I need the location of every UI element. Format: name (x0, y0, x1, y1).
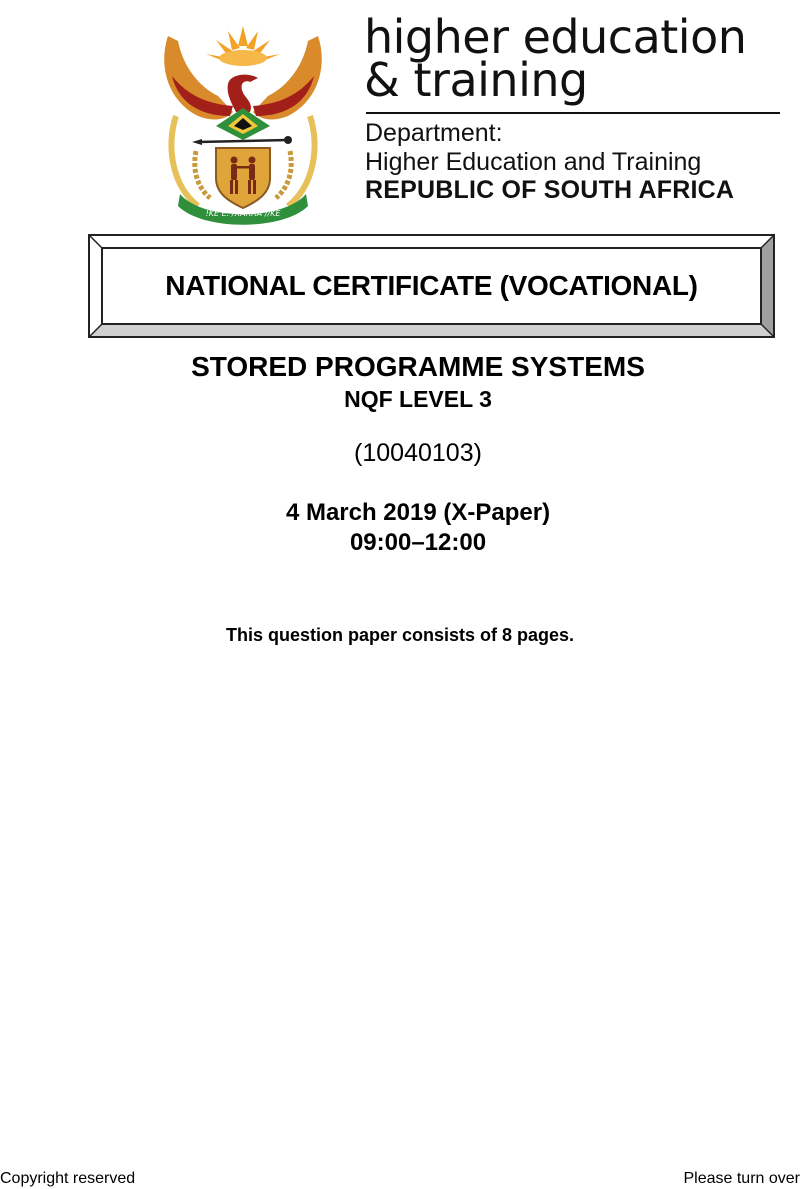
coat-of-arms-icon (158, 16, 328, 226)
footer-copyright: Copyright reserved (0, 1170, 136, 1187)
header-divider (366, 112, 780, 114)
motto-text: !KE E: /XARRA //KE (205, 209, 281, 218)
footer-turn-over: Please turn over (683, 1170, 800, 1187)
country-name: REPUBLIC OF SOUTH AFRICA (365, 176, 735, 204)
exam-date: 4 March 2019 (X-Paper) (285, 499, 551, 526)
certificate-banner (88, 234, 775, 338)
department-label: Department: (365, 119, 503, 147)
nqf-level: NQF LEVEL 3 (344, 386, 492, 412)
subject-title: STORED PROGRAMME SYSTEMS (191, 351, 645, 382)
department-name: Higher Education and Training (365, 148, 702, 176)
brand-title-line-1: higher education (364, 10, 747, 64)
coat-of-arms-logo (158, 16, 328, 226)
brand-title-line-2: & training (364, 53, 588, 107)
exam-time: 09:00–12:00 (349, 529, 487, 556)
banner-title: NATIONAL CERTIFICATE (VOCATIONAL) (165, 270, 698, 301)
subject-code: (10040103) (354, 439, 482, 467)
page-count-text: This question paper consists of 8 pages. (225, 625, 575, 645)
page-count-note (0, 623, 800, 647)
